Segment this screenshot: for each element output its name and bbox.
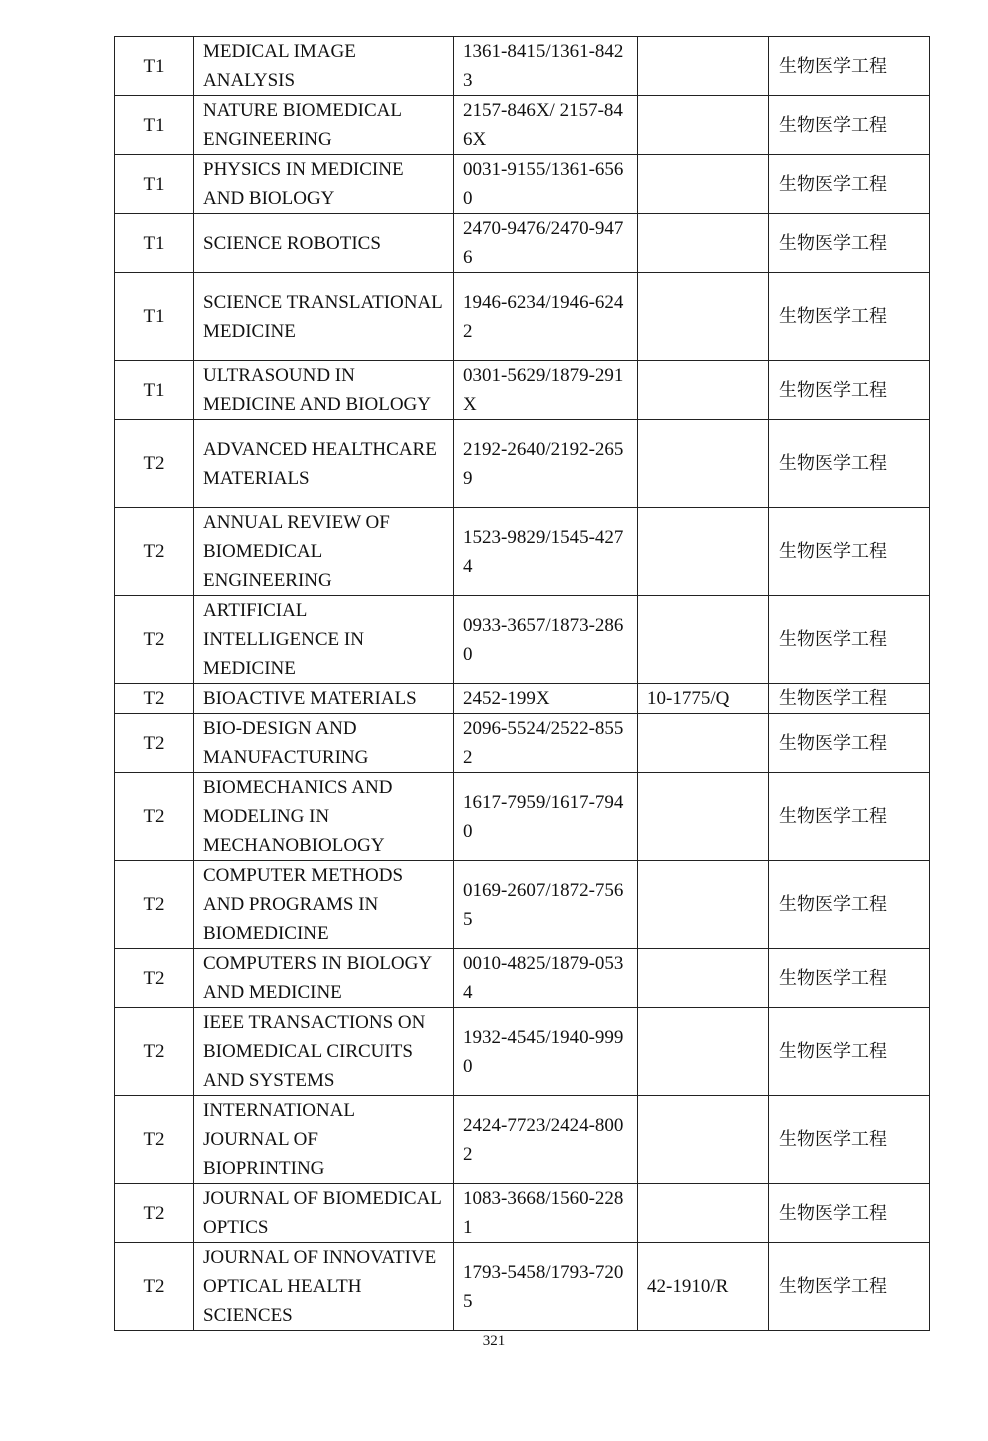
issn-cell: 1946-6234/1946-6242 bbox=[454, 273, 638, 361]
field-cell: 生物医学工程 bbox=[769, 1008, 930, 1096]
table-row bbox=[115, 96, 930, 155]
table-row bbox=[115, 155, 930, 214]
table-row bbox=[115, 361, 930, 420]
cn-cell bbox=[638, 1184, 769, 1243]
field-cell: 生物医学工程 bbox=[769, 508, 930, 596]
field-cell: 生物医学工程 bbox=[769, 684, 930, 714]
journal-name-cell: MEDICAL IMAGE ANALYSIS bbox=[194, 37, 454, 96]
field-cell: 生物医学工程 bbox=[769, 155, 930, 214]
journal-name-cell: IEEE TRANSACTIONS ON BIOMEDICAL CIRCUITS AND SYSTEMS bbox=[194, 1008, 454, 1096]
journal-name-cell: COMPUTER METHODS AND PROGRAMS IN BIOMEDICINE bbox=[194, 861, 454, 949]
issn-cell: 0169-2607/1872-7565 bbox=[454, 861, 638, 949]
tier-cell: T2 bbox=[115, 949, 194, 1008]
cn-cell bbox=[638, 508, 769, 596]
tier-cell: T1 bbox=[115, 214, 194, 273]
cn-cell bbox=[638, 1008, 769, 1096]
issn-cell: 1793-5458/1793-7205 bbox=[454, 1243, 638, 1331]
field-cell: 生物医学工程 bbox=[769, 949, 930, 1008]
tier-cell: T1 bbox=[115, 96, 194, 155]
table-row bbox=[115, 37, 930, 96]
tier-cell: T1 bbox=[115, 273, 194, 361]
field-cell: 生物医学工程 bbox=[769, 1184, 930, 1243]
table-row bbox=[115, 214, 930, 273]
field-cell: 生物医学工程 bbox=[769, 361, 930, 420]
journal-name-cell: SCIENCE ROBOTICS bbox=[194, 214, 454, 273]
tier-cell: T1 bbox=[115, 361, 194, 420]
tier-cell: T2 bbox=[115, 773, 194, 861]
table-row bbox=[115, 949, 930, 1008]
issn-cell: 1523-9829/1545-4274 bbox=[454, 508, 638, 596]
cn-cell: 10-1775/Q bbox=[638, 684, 769, 714]
journal-name-cell: JOURNAL OF INNOVATIVE OPTICAL HEALTH SCIENCES bbox=[194, 1243, 454, 1331]
tier-cell: T2 bbox=[115, 596, 194, 684]
tier-cell: T2 bbox=[115, 508, 194, 596]
table-row bbox=[115, 1184, 930, 1243]
tier-cell: T2 bbox=[115, 1184, 194, 1243]
cn-cell bbox=[638, 1096, 769, 1184]
tier-cell: T2 bbox=[115, 684, 194, 714]
field-cell: 生物医学工程 bbox=[769, 1096, 930, 1184]
journal-name-cell: PHYSICS IN MEDICINE AND BIOLOGY bbox=[194, 155, 454, 214]
tier-cell: T2 bbox=[115, 714, 194, 773]
cn-cell bbox=[638, 596, 769, 684]
issn-cell: 1361-8415/1361-8423 bbox=[454, 37, 638, 96]
table-row bbox=[115, 273, 930, 361]
journal-name-cell: ADVANCED HEALTHCARE MATERIALS bbox=[194, 420, 454, 508]
field-cell: 生物医学工程 bbox=[769, 773, 930, 861]
journal-name-cell: BIOACTIVE MATERIALS bbox=[194, 684, 454, 714]
issn-cell: 1083-3668/1560-2281 bbox=[454, 1184, 638, 1243]
cn-cell bbox=[638, 155, 769, 214]
issn-cell: 2096-5524/2522-8552 bbox=[454, 714, 638, 773]
page-number: 321 bbox=[482, 1333, 506, 1349]
field-cell: 生物医学工程 bbox=[769, 96, 930, 155]
cn-cell bbox=[638, 361, 769, 420]
journal-name-cell: BIO-DESIGN AND MANUFACTURING bbox=[194, 714, 454, 773]
tier-cell: T1 bbox=[115, 155, 194, 214]
table-row bbox=[115, 1096, 930, 1184]
tier-cell: T2 bbox=[115, 861, 194, 949]
tier-cell: T2 bbox=[115, 420, 194, 508]
field-cell: 生物医学工程 bbox=[769, 273, 930, 361]
issn-cell: 0933-3657/1873-2860 bbox=[454, 596, 638, 684]
table-row bbox=[115, 773, 930, 861]
field-cell: 生物医学工程 bbox=[769, 861, 930, 949]
cn-cell bbox=[638, 714, 769, 773]
journal-table bbox=[114, 36, 930, 1331]
table-row bbox=[115, 1243, 930, 1331]
journal-name-cell: COMPUTERS IN BIOLOGY AND MEDICINE bbox=[194, 949, 454, 1008]
journal-name-cell: SCIENCE TRANSLATIONAL MEDICINE bbox=[194, 273, 454, 361]
journal-name-cell: JOURNAL OF BIOMEDICAL OPTICS bbox=[194, 1184, 454, 1243]
field-cell: 生物医学工程 bbox=[769, 714, 930, 773]
tier-cell: T2 bbox=[115, 1243, 194, 1331]
journal-name-cell: BIOMECHANICS AND MODELING IN MECHANOBIOLOGY bbox=[194, 773, 454, 861]
field-cell: 生物医学工程 bbox=[769, 37, 930, 96]
field-cell: 生物医学工程 bbox=[769, 420, 930, 508]
field-cell: 生物医学工程 bbox=[769, 596, 930, 684]
tier-cell: T2 bbox=[115, 1096, 194, 1184]
cn-cell bbox=[638, 420, 769, 508]
cn-cell bbox=[638, 273, 769, 361]
cn-cell bbox=[638, 949, 769, 1008]
table-row bbox=[115, 508, 930, 596]
cn-cell bbox=[638, 861, 769, 949]
issn-cell: 1932-4545/1940-9990 bbox=[454, 1008, 638, 1096]
issn-cell: 0031-9155/1361-6560 bbox=[454, 155, 638, 214]
journal-name-cell: ARTIFICIAL INTELLIGENCE IN MEDICINE bbox=[194, 596, 454, 684]
table-row bbox=[115, 684, 930, 714]
issn-cell: 2157-846X/ 2157-846X bbox=[454, 96, 638, 155]
issn-cell: 2452-199X bbox=[454, 684, 638, 714]
journal-name-cell: ULTRASOUND IN MEDICINE AND BIOLOGY bbox=[194, 361, 454, 420]
issn-cell: 2192-2640/2192-2659 bbox=[454, 420, 638, 508]
table-row bbox=[115, 861, 930, 949]
table-row bbox=[115, 714, 930, 773]
table-row bbox=[115, 1008, 930, 1096]
issn-cell: 1617-7959/1617-7940 bbox=[454, 773, 638, 861]
field-cell: 生物医学工程 bbox=[769, 1243, 930, 1331]
cn-cell bbox=[638, 96, 769, 155]
cn-cell bbox=[638, 214, 769, 273]
issn-cell: 2424-7723/2424-8002 bbox=[454, 1096, 638, 1184]
field-cell: 生物医学工程 bbox=[769, 214, 930, 273]
issn-cell: 2470-9476/2470-9476 bbox=[454, 214, 638, 273]
journal-name-cell: ANNUAL REVIEW OF BIOMEDICAL ENGINEERING bbox=[194, 508, 454, 596]
tier-cell: T2 bbox=[115, 1008, 194, 1096]
table-row bbox=[115, 420, 930, 508]
issn-cell: 0301-5629/1879-291X bbox=[454, 361, 638, 420]
journal-name-cell: NATURE BIOMEDICAL ENGINEERING bbox=[194, 96, 454, 155]
journal-name-cell: INTERNATIONAL JOURNAL OF BIOPRINTING bbox=[194, 1096, 454, 1184]
issn-cell: 0010-4825/1879-0534 bbox=[454, 949, 638, 1008]
cn-cell bbox=[638, 37, 769, 96]
cn-cell: 42-1910/R bbox=[638, 1243, 769, 1331]
cn-cell bbox=[638, 773, 769, 861]
table-row bbox=[115, 596, 930, 684]
tier-cell: T1 bbox=[115, 37, 194, 96]
